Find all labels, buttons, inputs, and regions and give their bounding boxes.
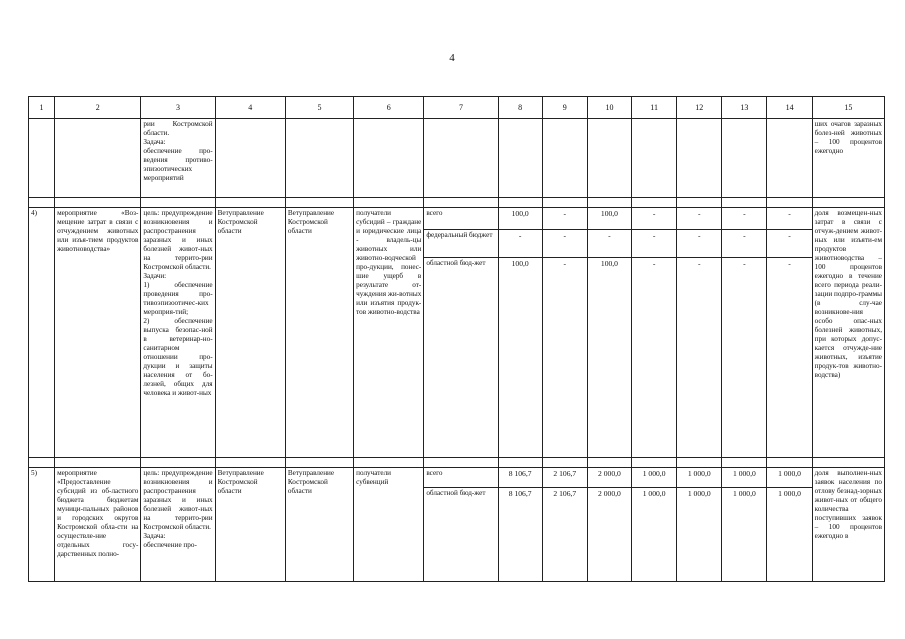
amount-cell: 2 000,0 — [587, 488, 631, 582]
recipients-cell: получатели субвенций — [354, 468, 424, 582]
amount-cell: 2 106,7 — [542, 488, 587, 582]
goal-cell: цель: предупреждение возникновения и распространения заразных и иных болезней живот-ных на террито-рии Костромской области. Задача: обеспечение про- — [141, 468, 215, 582]
program-table — [28, 96, 885, 582]
recipients-cell: получатели субсидий – граждане и юридические лица - владель-цы животных или животно-водческой про-дукции, понес-шие ущерб в результате от-чуждения жи-вотных или изъятия продук-тов животно-водства — [354, 208, 424, 458]
funding-source: областной бюд-жет — [424, 258, 498, 458]
header-cell: 7 — [424, 97, 498, 119]
row-number: 4) — [29, 208, 55, 458]
amount-cell: - — [677, 230, 722, 258]
header-cell: 13 — [722, 97, 767, 119]
amount-cell: - — [632, 258, 677, 458]
header-cell: 1 — [29, 97, 55, 119]
header-cell: 9 — [542, 97, 587, 119]
goal-cell: цель: предупреждение возникновения и распространения заразных и иных болезней живот-ных на террито-рии Костромской области. Задачи: 1) обеспечение проведения про-тивоэпизоотичес-ких мероприя-тий; 2) обеспечение выпуска безопас-ной в ветеринар-но-санитарном отношении про-дукции и защиты населения от бо-лезней, общих для человека и живот-ных — [141, 208, 215, 458]
table-row — [29, 208, 885, 230]
header-cell: 15 — [812, 97, 884, 119]
amount-cell: 2 000,0 — [587, 468, 631, 488]
indicator-cell: доля возмещен-ных затрат в связи с отчуж-дением живот-ных или изъяти-ем продуктов животноводства – 100 процентов ежегодно в течение всего периода реали-зации подпро-граммы (в слу-чае возникнове-ния особо опас-ных болезней животных, при которых допус-кается отчужде-ние животных, изъятие продук-тов животно-водства) — [812, 208, 884, 458]
amount-cell: - — [767, 208, 812, 230]
header-cell: 2 — [55, 97, 141, 119]
amount-cell: - — [722, 230, 767, 258]
amount-cell: 100,0 — [498, 208, 542, 230]
amount-cell: - — [767, 258, 812, 458]
header-row — [29, 97, 885, 119]
row-number: 5) — [29, 468, 55, 582]
header-cell: 6 — [354, 97, 424, 119]
amount-cell: 100,0 — [587, 258, 631, 458]
funding-source: федеральный бюджет — [424, 230, 498, 258]
amount-cell: 1 000,0 — [767, 468, 812, 488]
amount-cell: 1 000,0 — [677, 468, 722, 488]
amount-cell: 8 106,7 — [498, 488, 542, 582]
amount-cell: - — [722, 208, 767, 230]
header-cell: 4 — [215, 97, 285, 119]
header-cell: 12 — [677, 97, 722, 119]
amount-cell: 8 106,7 — [498, 468, 542, 488]
page-number: 4 — [449, 52, 455, 64]
amount-cell: 1 000,0 — [767, 488, 812, 582]
amount-cell: 1 000,0 — [632, 488, 677, 582]
amount-cell: - — [542, 230, 587, 258]
amount-cell: 2 106,7 — [542, 468, 587, 488]
indicator-cell: доля выполнен-ных заявок населения по отлову безнад-зорных живот-ных от общего количества поступивших заявок – 100 процентов ежегодно в — [812, 468, 884, 582]
header-cell: 3 — [141, 97, 215, 119]
header-cell: 11 — [632, 97, 677, 119]
goal-cell: рии Костромской области. Задача: обеспечение про-ведения противо-эпизоотических мероприятий — [141, 119, 215, 198]
executor-cell: Ветуправление Костромской области — [215, 208, 285, 458]
header-cell: 14 — [767, 97, 812, 119]
header-cell: 10 — [587, 97, 631, 119]
executor-cell: Ветуправление Костромской области — [285, 468, 353, 582]
measure-cell: мероприятие «Предоставление субсидий из об-ластного бюджета бюджетам муници-пальных районов и городских округов Костромской обла-сти на осуществле-ние отдельных госу-дарственных полно- — [55, 468, 141, 582]
measure-cell: мероприятие «Воз-мещение затрат в связи с отчуждением животных или изъя-тием продуктов животноводства» — [55, 208, 141, 458]
amount-cell: - — [677, 208, 722, 230]
amount-cell: - — [722, 258, 767, 458]
funding-source: всего — [424, 208, 498, 230]
amount-cell: - — [632, 230, 677, 258]
indicator-cell: ших очагов заразных болез-ней животных – 100 процентов ежегодно — [812, 119, 884, 198]
executor-cell: Ветуправление Костромской области — [285, 208, 353, 458]
amount-cell: 100,0 — [587, 208, 631, 230]
amount-cell: 1 000,0 — [722, 488, 767, 582]
amount-cell: 1 000,0 — [632, 468, 677, 488]
funding-source: областной бюд-жет — [424, 488, 498, 582]
amount-cell: - — [677, 258, 722, 458]
amount-cell: - — [498, 230, 542, 258]
amount-cell: - — [542, 258, 587, 458]
amount-cell: - — [587, 230, 631, 258]
header-cell: 8 — [498, 97, 542, 119]
amount-cell: - — [542, 208, 587, 230]
amount-cell: 1 000,0 — [722, 468, 767, 488]
amount-cell: - — [767, 230, 812, 258]
amount-cell: - — [632, 208, 677, 230]
executor-cell: Ветуправление Костромской области — [215, 468, 285, 582]
amount-cell: 100,0 — [498, 258, 542, 458]
table-row — [29, 119, 885, 198]
amount-cell: 1 000,0 — [677, 488, 722, 582]
header-cell: 5 — [285, 97, 353, 119]
funding-source: всего — [424, 468, 498, 488]
table-row — [29, 468, 885, 488]
